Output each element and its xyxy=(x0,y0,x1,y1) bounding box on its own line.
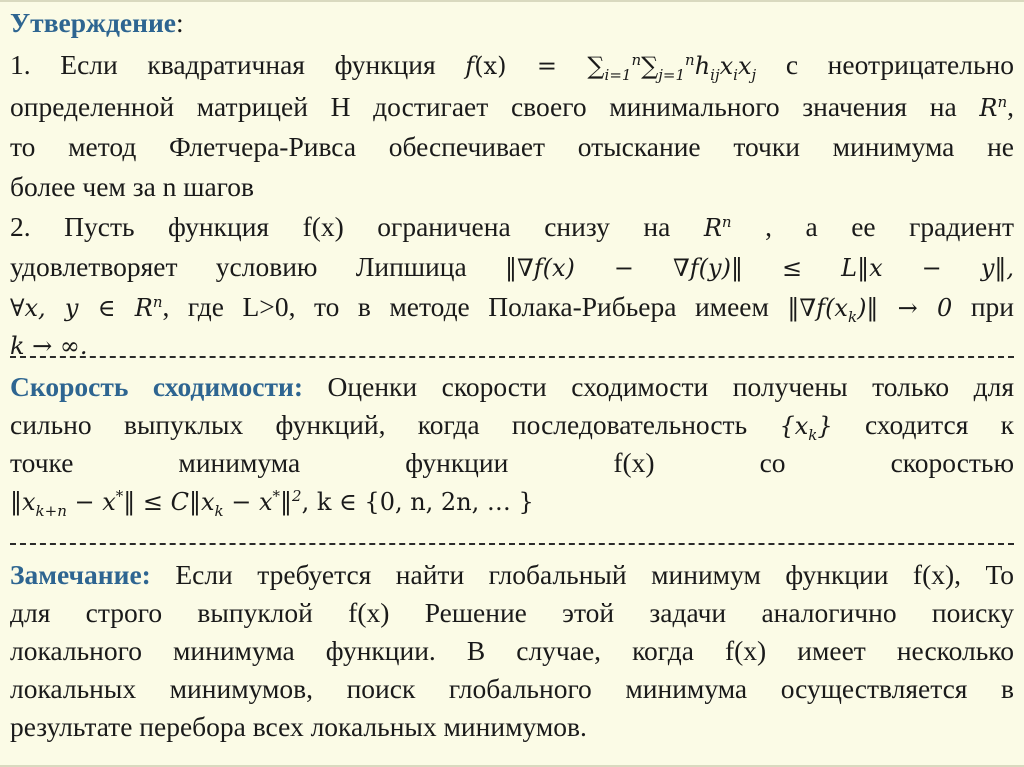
item1-suffix: с неотрицательно xyxy=(785,49,1014,80)
statement-item2-line1: 2. Пусть функция f(x) ограничена снизу на $R^n$ , а ее градиент xyxy=(10,211,1014,242)
separator-1 xyxy=(10,356,1014,358)
statement-item1-line2: определенной матрицей H достигает своего минимального значения на $R^n$, xyxy=(10,91,1014,122)
remark-line3: локального минимума функции. В случае, когда f(x) имеет несколько xyxy=(10,635,1014,666)
lipschitz-formula: ‖∇f(x) − ∇f(y)‖ ≤ L‖x − y‖, xyxy=(504,254,1014,282)
statement-item2-line4 xyxy=(10,326,1014,364)
statement-heading-colon: : xyxy=(176,7,184,38)
separator-2 xyxy=(10,543,1014,545)
remark-line2: для строго выпуклой f(x) Решение этой задачи аналогично поиску xyxy=(10,597,1014,628)
item1-prefix: 1. Если квадратичная функция xyxy=(10,49,436,80)
convergence-line4 xyxy=(10,482,1014,520)
top-border xyxy=(0,0,1024,2)
statement-item2-line2: удовлетворяет условию Липшица ‖∇f(x) − ∇f(y)‖ ≤ L‖x − y‖, xyxy=(10,251,1014,282)
remark-line5: результате перебора всех локальных минимумов. xyxy=(10,711,587,742)
statement-item1-line4: более чем за n шагов xyxy=(10,171,254,202)
convergence-line2: сильно выпуклых функций, когда последовательность $\{x_k\}$ сходится к xyxy=(10,409,1014,444)
statement-item1-line3: то метод Флетчера-Ривса обеспечивает отыскание точки минимума не xyxy=(10,131,1014,162)
rate-formula: $‖x_{k+n}$ − x*‖ ≤ $C‖x_k$ − x*‖$^2$, k ∈ {0, n, 2n, … } xyxy=(10,487,534,520)
statement-heading-line xyxy=(10,4,1014,42)
forall-formula: ∀x, y ∈ $R^n$ xyxy=(10,293,163,322)
remark-line1: Замечание: Если требуется найти глобальный минимум функции f(x), То xyxy=(10,559,1014,590)
remark-line4: локальных минимумов, поиск глобального минимума осуществляется в xyxy=(10,673,1014,704)
quadratic-formula: $f(x) = \sum_{i=1}^n\sum_{j=1}^nh_{ij}x_ix_j$ xyxy=(465,51,757,84)
statement-item1-line1 xyxy=(10,46,1014,84)
statement-item2-line3: ∀x, y ∈ $R^n$, где L>0, то в методе Полака-Рибьера имеем $‖\nabla f(x_k)‖ \to 0$ при xyxy=(10,291,1014,326)
gradient-limit-formula: $‖\nabla f(x_k)‖ \to 0$ xyxy=(787,294,953,326)
space-rn: $R^n$ xyxy=(979,93,1008,122)
space-rn-2: $R^n$ xyxy=(703,213,732,242)
sequence-formula: $\{x_k\}$ xyxy=(779,412,833,444)
convergence-line1: Скорость сходимости: Оценки скорости сходимости получены только для xyxy=(10,371,1014,402)
convergence-line3: точке минимума функции f(x) со скоростью xyxy=(10,447,1014,478)
statement-heading: Утверждение xyxy=(10,7,176,38)
convergence-heading: Скорость сходимости: xyxy=(10,371,304,402)
k-infinity-formula: k → ∞. xyxy=(10,332,88,360)
remark-heading: Замечание: xyxy=(10,559,151,590)
